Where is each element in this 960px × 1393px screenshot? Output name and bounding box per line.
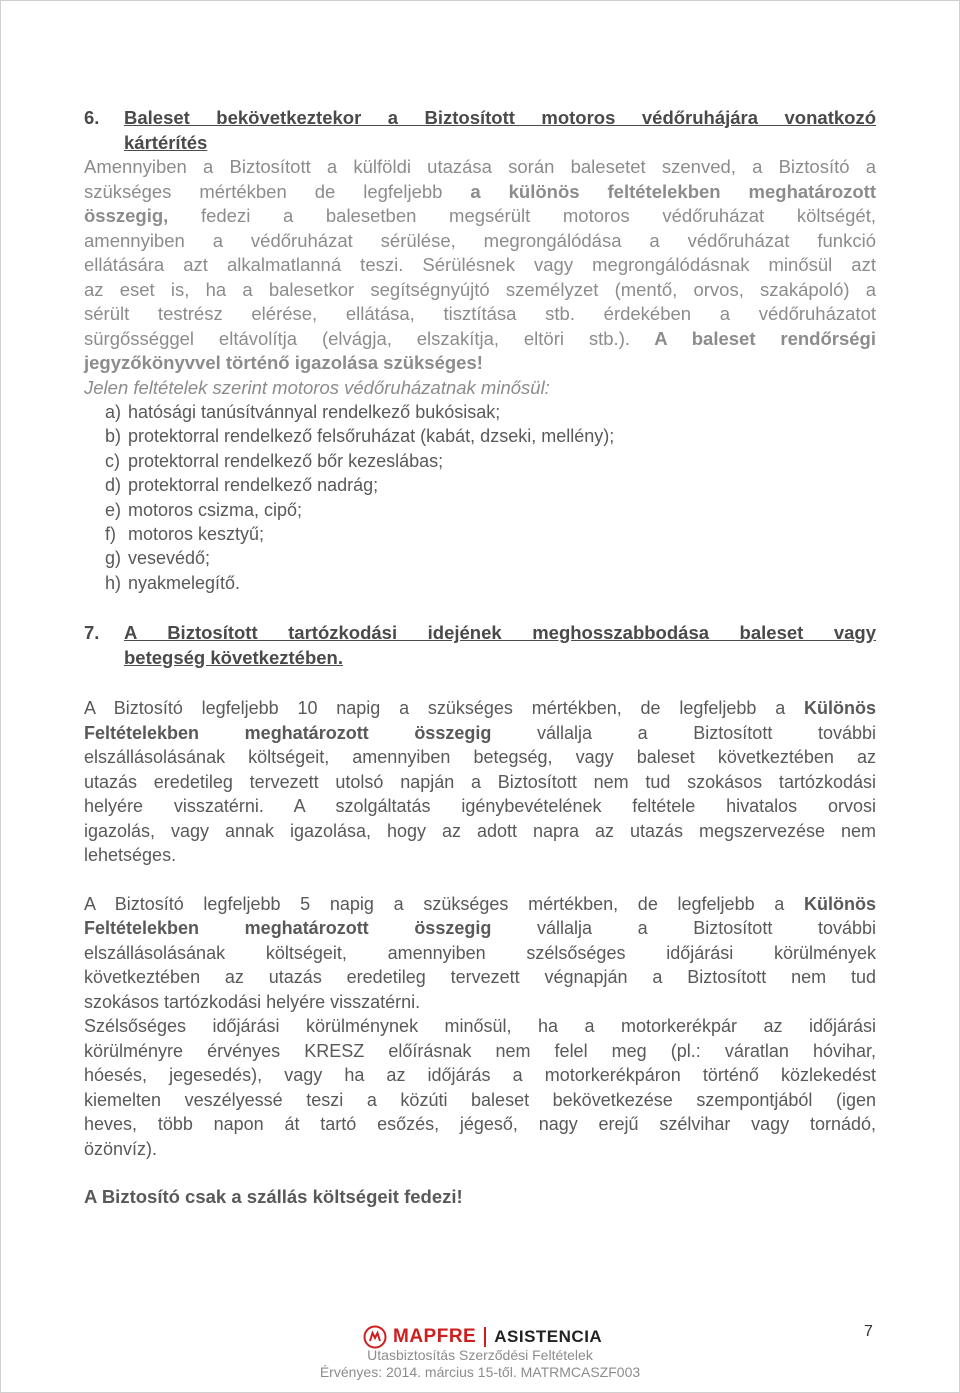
text: özönvíz). <box>84 1138 158 1159</box>
s6-line-7 <box>84 302 876 327</box>
paragraph-line <box>84 941 876 966</box>
text: szükséges mértékben de legfeljebb <box>84 180 471 202</box>
text: Szélsőséges időjárási körülménynek minősül, ha a motorkerékpár az időjárási <box>84 1016 876 1037</box>
list-item <box>105 424 876 448</box>
bold-text: összegig, <box>84 205 169 226</box>
list-item-text: protektorral rendelkező nadrág; <box>128 475 379 496</box>
section-7-title-line2: betegség következtében. <box>124 646 343 668</box>
text: az eset is, ha a balesetkor segítségnyújtó személyzet (mentő, orvos, szakápoló) a <box>84 278 876 300</box>
text: utazás eredetileg tervezett utolsó napján a Biztosított nem tud szokásos tartózkodási <box>84 771 876 792</box>
text: következtében az utazás eredetileg tervezett végnapján a Biztosított nem tud <box>84 967 876 988</box>
protective-gear-list <box>84 400 876 595</box>
section-6-heading-cont <box>84 131 876 156</box>
bold-text: jegyzőkönyvvel történő igazolása szükséges! <box>84 352 483 373</box>
text: szokásos tartózkodási helyére visszatérni. <box>84 991 421 1012</box>
text: A Biztosító legfeljebb 5 napig a szükséges mértékben, de legfeljebb a <box>84 893 804 914</box>
section-7-title-line1: A Biztosított tartózkodási idejének meghosszabbodása baleset vagy <box>124 622 876 644</box>
s6-line-4 <box>84 229 876 254</box>
mapfre-emblem-icon <box>363 1325 387 1349</box>
paragraph-line <box>84 1112 876 1137</box>
list-item-letter: c) <box>105 450 120 471</box>
closing-statement: A Biztosító csak a szállás költségeit fedezi! <box>84 1186 463 1208</box>
section-6-number: 6. <box>84 107 100 128</box>
list-item <box>105 571 876 595</box>
paragraph-line <box>84 696 876 721</box>
s6-line-6 <box>84 278 876 303</box>
text: elszállásolásának költségeit, amennyiben betegség, vagy baleset következtében az <box>84 747 876 768</box>
bold-text: Különös <box>804 893 876 914</box>
paragraph-line <box>84 990 876 1015</box>
text: lehetséges. <box>84 845 177 866</box>
brand-subname: ASISTENCIA <box>494 1327 603 1346</box>
section-7-paragraph-1 <box>84 696 876 868</box>
section-7-paragraph-2 <box>84 892 876 1162</box>
text: hóesés, jegesedés), vagy ha az időjárás a motorkerékpáron történő közlekedést <box>84 1065 876 1086</box>
section-7-number: 7. <box>84 622 100 644</box>
text: amennyiben a védőruházat sérülése, megrongálódása a védőruházat funkció <box>84 229 876 251</box>
text: heves, több napon át tartó esőzés, jégeső, nagy erejű szélvihar vagy tornádó, <box>84 1114 876 1135</box>
text: A Biztosító legfeljebb 10 napig a szükséges mértékben, de legfeljebb a <box>84 698 804 719</box>
text: vállalja a Biztosított további <box>491 918 876 939</box>
s6-line-1 <box>84 155 876 180</box>
text: elszállásolásának költségeit, amennyiben szélsőséges időjárási körülmények <box>84 942 876 963</box>
s6-line-2 <box>84 180 876 205</box>
paragraph-line <box>84 1063 876 1088</box>
footer-title: Utasbiztosítás Szerződési Feltételek <box>367 1347 593 1363</box>
list-item-letter: f) <box>105 524 116 545</box>
paragraph-line <box>84 745 876 770</box>
footer-validity: Érvényes: 2014. március 15-től. MATRMCASZF003 <box>319 1364 641 1380</box>
paragraph-line <box>84 965 876 990</box>
paragraph-line <box>84 916 876 941</box>
bold-text: a különös feltételekben meghatározott <box>470 180 876 202</box>
paragraph-line <box>84 1088 876 1113</box>
list-item-text: protektorral rendelkező bőr kezeslábas; <box>128 450 444 471</box>
list-item-text: vesevédő; <box>128 548 211 569</box>
text: igazolás, vagy annak igazolása, hogy az adott napra az utazás megszervezése nem <box>84 820 876 841</box>
list-item <box>105 498 876 522</box>
paragraph-line <box>84 770 876 795</box>
list-item-text: motoros kesztyű; <box>128 524 265 545</box>
paragraph-line <box>84 1039 876 1064</box>
list-item <box>105 449 876 473</box>
s6-line-5 <box>84 253 876 278</box>
s6-line-8 <box>84 327 876 352</box>
list-item <box>105 473 876 497</box>
list-item-text: protektorral rendelkező felsőruházat (kabát, dzseki, mellény); <box>128 426 615 447</box>
paragraph-line <box>84 794 876 819</box>
list-item-letter: a) <box>105 402 122 422</box>
text: fedezi a balesetben megsérült motoros védőruházat költségét, <box>168 205 876 226</box>
bold-text: Különös <box>804 698 876 719</box>
text: kiemelten veszélyessé teszi a közúti baleset bekövetkezése szempontjából (igen <box>84 1089 876 1110</box>
paragraph-line <box>84 843 876 868</box>
list-item-letter: h) <box>105 572 122 593</box>
text: Amennyiben a Biztosított a külföldi utazása során balesetet szenved, a Biztosító a <box>84 156 876 177</box>
brand-name: MAPFRE <box>393 1326 477 1347</box>
paragraph-line <box>84 1137 876 1162</box>
list-item-letter: d) <box>105 475 122 496</box>
section-7-heading <box>84 621 876 646</box>
list-item-text: nyakmelegítő. <box>128 572 241 593</box>
section-6-body <box>84 155 876 400</box>
brand-divider <box>484 1327 486 1347</box>
list-item <box>105 546 876 570</box>
section-7-heading-cont <box>84 646 876 671</box>
text: körülményre érvényes KRESZ előírásnak nem felel meg (pl.: váratlan hóvihar, <box>84 1040 876 1061</box>
text: vállalja a Biztosított további <box>491 722 876 743</box>
text: sürgősséggel eltávolítja (elvágja, elszakítja, eltöri stb.). <box>84 327 630 349</box>
s6-line-3 <box>84 204 876 229</box>
section-6-heading <box>84 106 876 131</box>
list-item-text: hatósági tanúsítvánnyal rendelkező bukósisak; <box>128 402 501 422</box>
text: Sérülésnek vagy megrongálódásnak minősül azt <box>403 254 876 275</box>
document-page <box>84 106 876 1210</box>
list-item-letter: e) <box>105 499 122 520</box>
paragraph-line <box>84 892 876 917</box>
list-item-letter: b) <box>105 426 122 447</box>
text: ellátására azt alkalmatlanná teszi. <box>84 254 404 275</box>
list-item-letter: g) <box>105 548 122 569</box>
bold-text: Feltételekben meghatározott összegig <box>84 722 492 743</box>
section-6-title-line1: Baleset bekövetkeztekor a Biztosított motoros védőruhájára vonatkozó <box>124 107 876 128</box>
bold-text: A baleset rendőrségi <box>630 327 876 349</box>
list-item-text: motoros csizma, cipő; <box>128 499 303 520</box>
list-item <box>105 522 876 546</box>
bold-text: Feltételekben meghatározott összegig <box>84 918 492 939</box>
page-number: 7 <box>864 1323 873 1340</box>
text: helyére visszatérni. A szolgáltatás igénybevételének feltétele hivatalos orvosi <box>84 796 876 817</box>
list-intro: Jelen feltételek szerint motoros védőruházatnak minősül: <box>84 376 550 398</box>
paragraph-line <box>84 1014 876 1039</box>
paragraph-line <box>84 721 876 746</box>
text: sérült testrész elérése, ellátása, tisztítása stb. érdekében a védőruházatot <box>84 303 876 324</box>
section-6-title-line2: kártérítés <box>124 131 208 153</box>
s6-line-9 <box>84 351 876 376</box>
list-item <box>105 400 876 424</box>
paragraph-line <box>84 819 876 844</box>
